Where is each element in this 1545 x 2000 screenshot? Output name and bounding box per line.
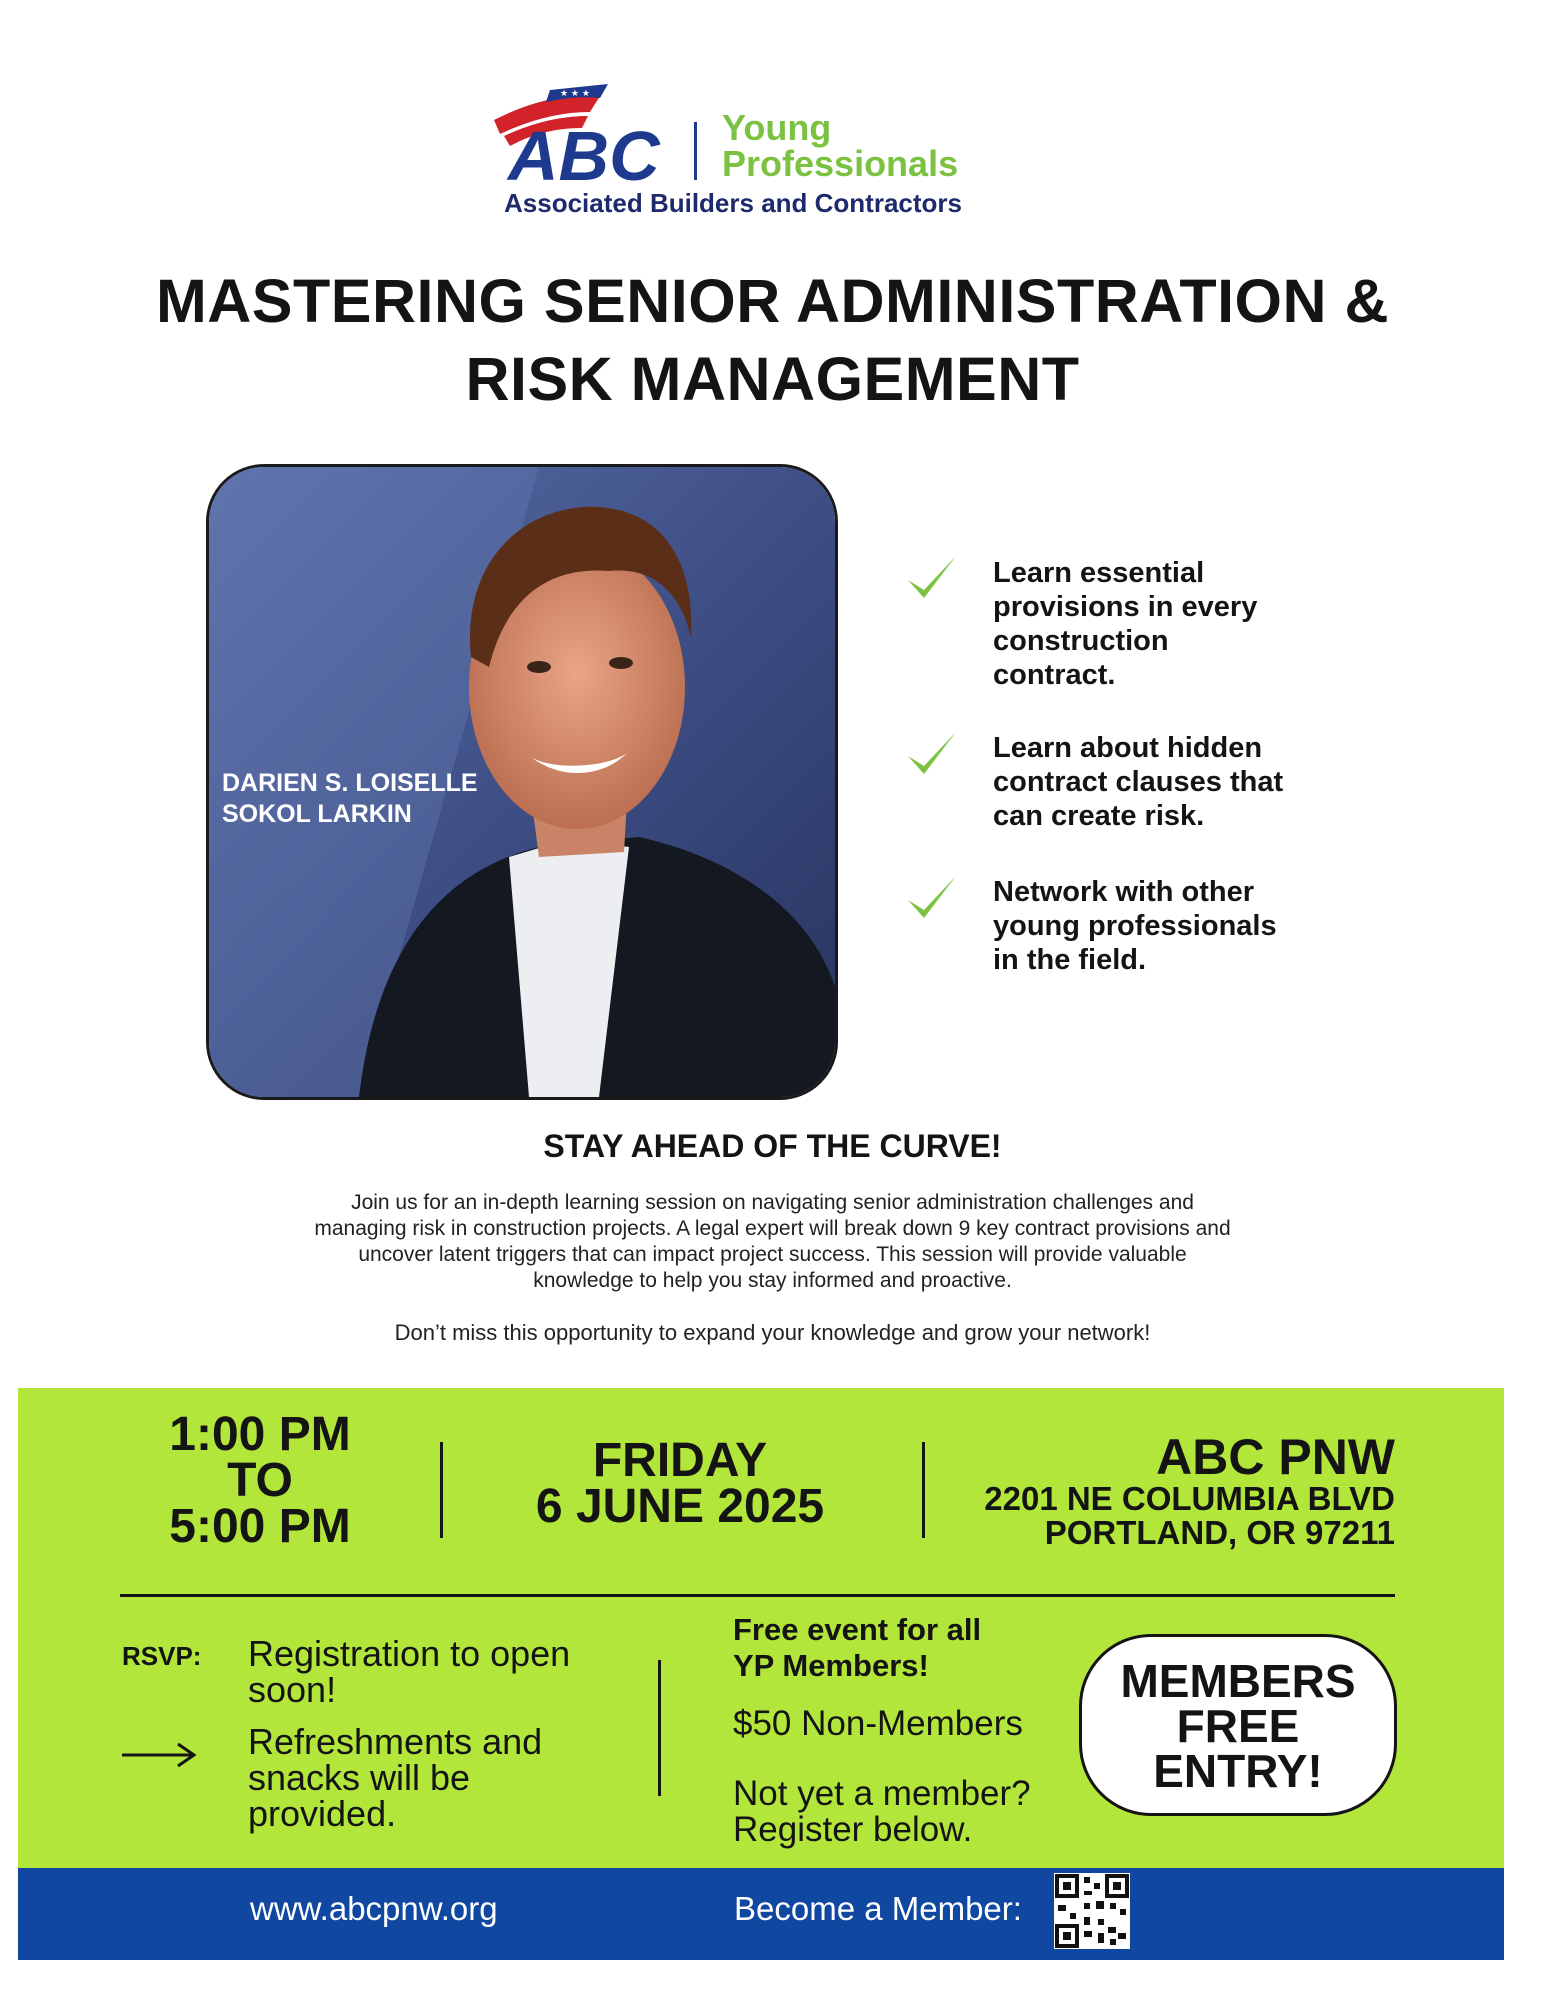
checkmark-icon xyxy=(904,550,960,606)
divider xyxy=(922,1442,925,1538)
arrow-right-icon xyxy=(120,1740,200,1770)
abc-logo xyxy=(490,82,700,184)
event-date: FRIDAY 6 JUNE 2025 xyxy=(535,1434,825,1533)
org-name: Associated Builders and Contractors xyxy=(504,188,962,218)
divider xyxy=(440,1442,443,1538)
speaker-name: DARIEN S. LOISELLE xyxy=(222,769,478,797)
checkmark-icon xyxy=(904,870,960,926)
free-event-note: Free event for all YP Members! xyxy=(733,1612,982,1683)
bullet-1: Learn essential provisions in every construction contract. xyxy=(993,557,1258,691)
website-link[interactable]: www.abcpnw.org xyxy=(250,1890,498,1927)
registration-note: Registration to open soon! xyxy=(248,1633,571,1710)
speaker-company: SOKOL LARKIN xyxy=(222,800,412,828)
svg-text:★ ★ ★: ★ ★ ★ xyxy=(560,89,590,99)
bullet-3: Network with other young professionals in the field. xyxy=(993,876,1277,976)
speaker-caption xyxy=(222,768,478,830)
checkmark-icon xyxy=(904,726,960,782)
refreshments-note: Refreshments and snacks will be provided. xyxy=(248,1721,543,1834)
tagline: STAY AHEAD OF THE CURVE! xyxy=(543,1128,1002,1164)
divider xyxy=(120,1594,1395,1597)
nonmember-price: $50 Non-Members xyxy=(733,1704,1023,1743)
young-professionals-wordmark: Young Professionals xyxy=(722,107,959,184)
bullet-2: Learn about hidden contract clauses that can create risk. xyxy=(993,732,1284,832)
abc-logo-text: ABC xyxy=(508,117,660,184)
page-title: MASTERING SENIOR ADMINISTRATION & RISK MANAGEMENT xyxy=(155,267,1390,413)
qr-code-icon[interactable] xyxy=(1054,1873,1130,1949)
rsvp-label: RSVP: xyxy=(122,1641,202,1671)
closing-line: Don’t miss this opportunity to expand your knowledge and grow your network! xyxy=(394,1320,1151,1345)
event-time: 1:00 PM TO 5:00 PM xyxy=(169,1408,351,1553)
become-member-label: Become a Member: xyxy=(734,1890,1022,1927)
description: Join us for an in-depth learning session on navigating senior administration challenges and managing risk in construction projects. A legal expert will break down 9 key contract provisions and uncover latent triggers that can impact project success. This session will provide valuable knowledge to help you stay informed and proactive. xyxy=(314,1191,1231,1292)
register-note: Not yet a member? Register below. xyxy=(733,1774,1031,1849)
members-free-badge: MEMBERS FREE ENTRY! xyxy=(1079,1634,1397,1816)
event-location: ABC PNW 2201 NE COLUMBIA BLVD PORTLAND, OR 97211 xyxy=(984,1429,1395,1551)
divider xyxy=(658,1660,661,1796)
